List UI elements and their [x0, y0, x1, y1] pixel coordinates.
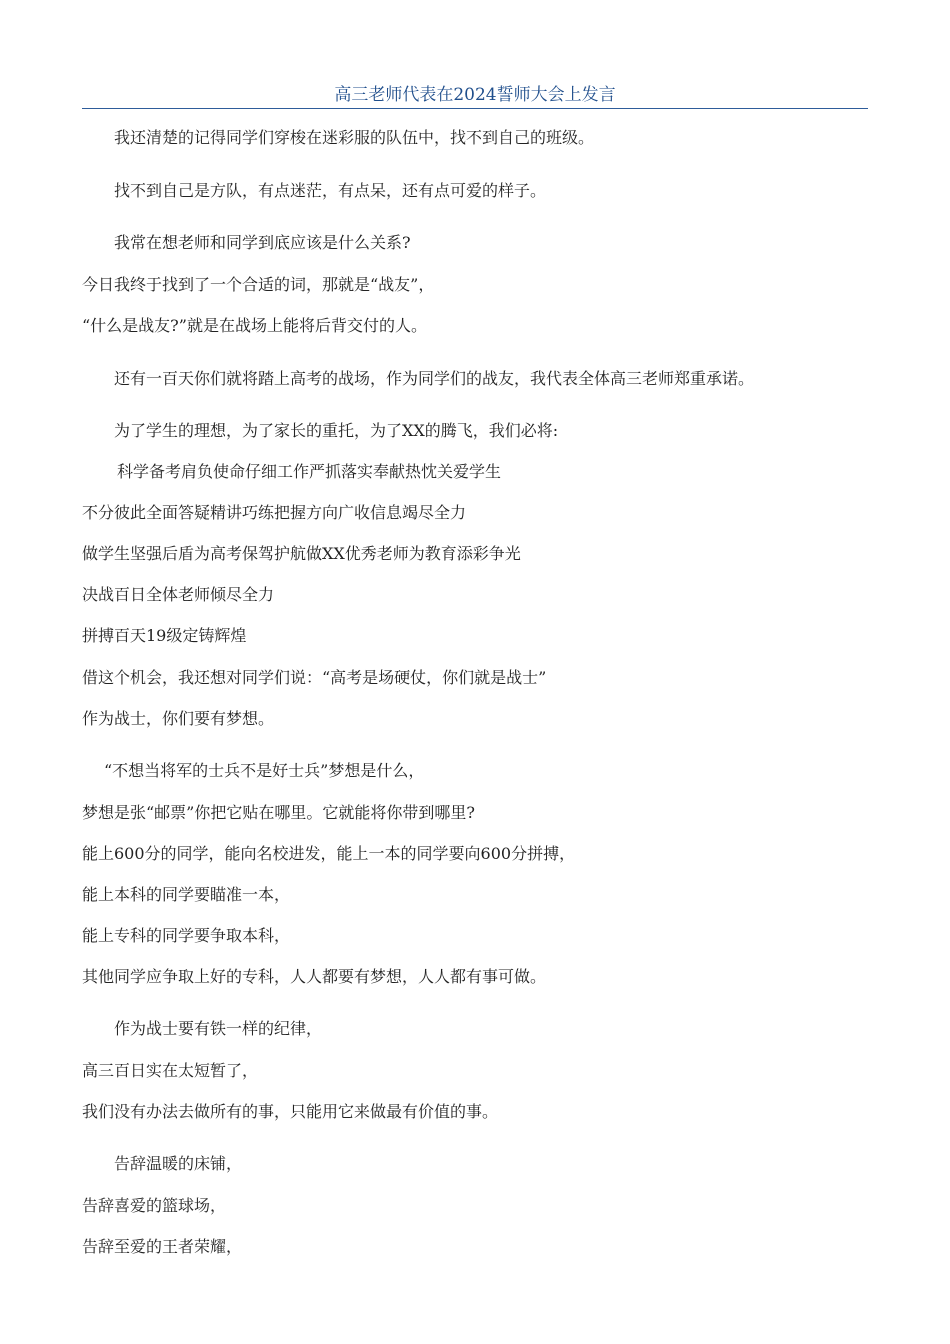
- paragraph-line: 拼搏百天19级定铸辉煌: [82, 626, 247, 645]
- paragraph-line: 做学生坚强后盾为高考保驾护航做XX优秀老师为教育添彩争光: [82, 544, 521, 563]
- header-divider: [82, 108, 868, 109]
- paragraph-line: 能上本科的同学要瞄准一本，: [82, 885, 291, 904]
- paragraph-line: “不想当将军的士兵不是好士兵”梦想是什么，: [104, 761, 425, 780]
- header-title: 高三老师代表在2024誓师大会上发言: [334, 85, 616, 105]
- paragraph-line: 告辞温暖的床铺，: [114, 1154, 243, 1173]
- paragraph-line: 其他同学应争取上好的专科，人人都要有梦想，人人都有事可做。: [82, 967, 547, 986]
- paragraph-line: 今日我终于找到了一个合适的词，那就是“战友”，: [82, 275, 435, 294]
- paragraph-line: 作为战士要有铁一样的纪律，: [114, 1019, 323, 1038]
- paragraph-line: 梦想是张“邮票”你把它贴在哪里。它就能将你带到哪里?: [82, 803, 475, 822]
- paragraph-line: “什么是战友?”就是在战场上能将后背交付的人。: [82, 316, 427, 335]
- paragraph-line: 找不到自己是方队，有点迷茫，有点呆，还有点可爱的样子。: [114, 181, 547, 200]
- paragraph-line: 不分彼此全面答疑精讲巧练把握方向广收信息竭尽全力: [82, 503, 467, 522]
- paragraph-line: 我们没有办法去做所有的事，只能用它来做最有价值的事。: [82, 1102, 499, 1121]
- paragraph-line: 我常在想老师和同学到底应该是什么关系?: [114, 233, 411, 252]
- paragraph-line: 还有一百天你们就将踏上高考的战场，作为同学们的战友，我代表全体高三老师郑重承诺。: [114, 369, 755, 388]
- paragraph-line: 作为战士，你们要有梦想。: [82, 709, 275, 728]
- paragraph-line: 能上专科的同学要争取本科，: [82, 926, 291, 945]
- paragraph-line: 科学备考肩负使命仔细工作严抓落实奉献热忱关爱学生: [117, 462, 502, 481]
- paragraph-line: 为了学生的理想，为了家长的重托，为了XX的腾飞，我们必将:: [114, 421, 559, 440]
- paragraph-line: 告辞至爱的王者荣耀，: [82, 1237, 243, 1256]
- paragraph-line: 告辞喜爱的篮球场，: [82, 1196, 227, 1215]
- paragraph-line: 借这个机会，我还想对同学们说：“高考是场硬仗，你们就是战士”: [82, 668, 547, 687]
- paragraph-line: 决战百日全体老师倾尽全力: [82, 585, 275, 604]
- paragraph-line: 高三百日实在太短暂了，: [82, 1061, 259, 1080]
- paragraph-line: 能上600分的同学，能向名校进发，能上一本的同学要向600分拼搏，: [82, 844, 576, 863]
- paragraph-line: 我还清楚的记得同学们穿梭在迷彩服的队伍中，找不到自己的班级。: [114, 128, 595, 147]
